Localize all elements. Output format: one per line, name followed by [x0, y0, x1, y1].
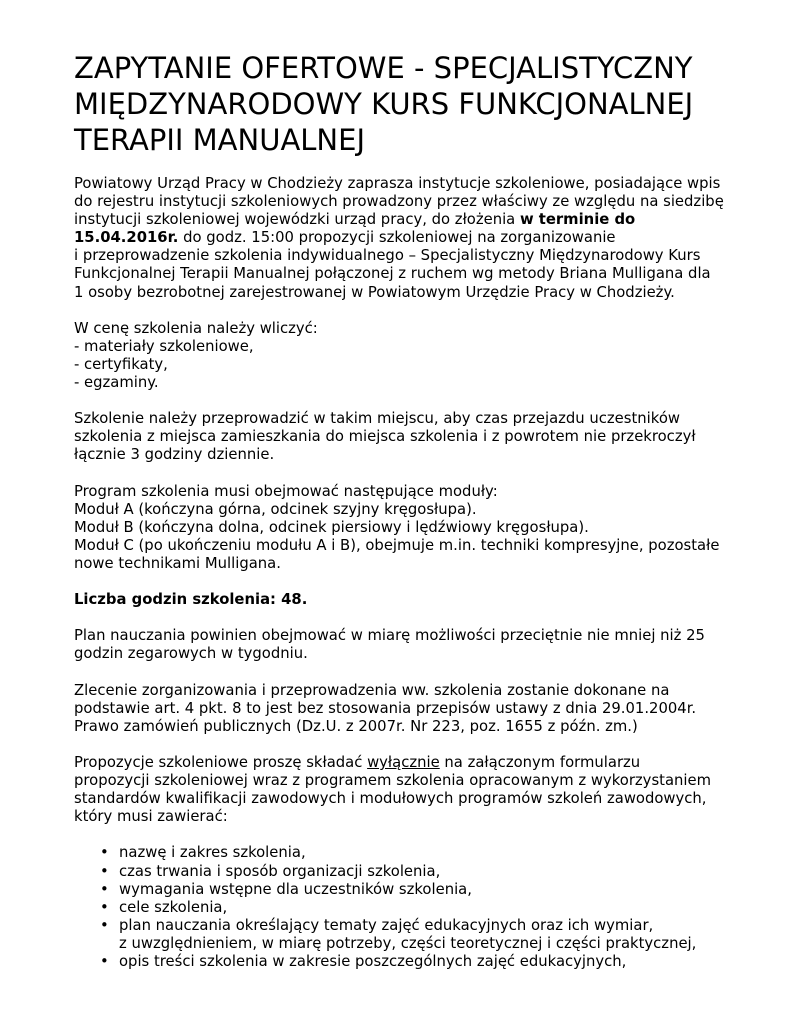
list-item-text: czas trwania i sposób organizacji szkolenia,: [119, 862, 441, 880]
text-run: instytucji szkoleniowej wojewódzki urząd pracy, do złożenia: [74, 211, 520, 229]
text-line: [74, 754, 751, 772]
title-line: ZAPYTANIE OFERTOWE - SPECJALISTYCZNY: [74, 51, 693, 85]
bullet-icon: •: [100, 916, 109, 934]
text-run: Propozycje szkoleniowe proszę składać: [74, 754, 368, 771]
text-line: i przeprowadzenie szkolenia indywidualnego – Specjalistyczny Międzynarodowy Kurs: [74, 247, 701, 265]
list-item-text: cele szkolenia,: [119, 898, 228, 916]
bullet-icon: •: [100, 898, 109, 916]
text-line: [74, 229, 751, 247]
list-item: [100, 863, 751, 881]
text-line: do rejestru instytucji szkoleniowych prowadzony przez właściwy ze względu na siedzibę: [74, 193, 724, 211]
list-item-text: wymagania wstępne dla uczestników szkolenia,: [119, 880, 472, 898]
text-line: propozycji szkoleniowej wraz z programem szkolenia opracowanym z wykorzystaniem: [74, 772, 712, 790]
list-item: [100, 881, 751, 899]
text-line: łącznie 3 godziny dziennie.: [74, 446, 275, 464]
deadline-date: 15.04.2016r.: [74, 229, 179, 247]
page-title: [74, 50, 751, 158]
order-paragraph: [74, 682, 751, 736]
text-line: Funkcjonalnej Terapii Manualnej połączonej z ruchem wg metody Briana Mulligana dla: [74, 265, 711, 283]
location-paragraph: [74, 410, 751, 464]
exclusively-underlined: wyłącznie: [367, 754, 440, 771]
text-line: - egzaminy.: [74, 374, 159, 392]
text-line: nowe technikami Mulligana.: [74, 554, 281, 572]
bullet-icon: •: [100, 844, 109, 862]
proposals-paragraph: [74, 754, 751, 826]
title-line: TERAPII MANUALNEJ: [74, 123, 366, 157]
hours-paragraph: [74, 591, 751, 609]
text-line: podstawie art. 4 pkt. 8 to jest bez stosowania przepisów ustawy z dnia 29.01.2004r.: [74, 699, 697, 717]
list-item: [100, 899, 751, 917]
text-line: [74, 211, 751, 229]
list-item: [100, 917, 751, 953]
requirements-list: [74, 844, 751, 971]
text-line: Plan nauczania powinien obejmować w miarę możliwości przeciętnie nie mniej niż 25: [74, 627, 705, 645]
text-line: W cenę szkolenia należy wliczyć:: [74, 319, 318, 337]
text-line: 1 osoby bezrobotnej zarejestrowanej w Powiatowym Urzędzie Pracy w Chodzieży.: [74, 283, 675, 301]
text-run: na załączonym formularzu: [439, 754, 641, 771]
training-hours: Liczba godzin szkolenia: 48.: [74, 591, 308, 609]
bullet-icon: •: [100, 953, 109, 971]
text-line: godzin zegarowych w tygodniu.: [74, 645, 308, 663]
bullet-icon: •: [100, 862, 109, 880]
list-item-text: opis treści szkolenia w zakresie poszczególnych zajęć edukacyjnych,: [119, 953, 627, 971]
list-item-text: z uwzględnieniem, w miarę potrzeby, części teoretycznej i części praktycznej,: [119, 934, 697, 952]
text-line: Moduł A (kończyna górna, odcinek szyjny kręgosłupa).: [74, 500, 477, 518]
list-item: [100, 953, 751, 971]
text-run: do godz. 15:00 propozycji szkoleniowej na zorganizowanie: [178, 229, 616, 247]
text-line: szkolenia z miejsca zamieszkania do miejsca szkolenia i z powrotem nie przekroczył: [74, 428, 696, 446]
text-line: Moduł C (po ukończeniu modułu A i B), obejmuje m.in. techniki kompresyjne, pozostałe: [74, 536, 720, 554]
title-line: MIĘDZYNARODOWY KURS FUNKCJONALNEJ: [74, 87, 694, 121]
text-line: który musi zawierać:: [74, 808, 228, 826]
text-line: Zlecenie zorganizowania i przeprowadzenia ww. szkolenia zostanie dokonane na: [74, 681, 670, 699]
plan-paragraph: [74, 627, 751, 663]
text-line: Program szkolenia musi obejmować następujące moduły:: [74, 482, 498, 500]
text-line: Powiatowy Urząd Pracy w Chodzieży zaprasza instytucje szkoleniowe, posiadające wpis: [74, 175, 721, 192]
program-paragraph: [74, 483, 751, 573]
text-line: Moduł B (kończyna dolna, odcinek piersiowy i lędźwiowy kręgosłupa).: [74, 518, 589, 536]
text-line: standardów kwalifikacji zawodowych i modułowych programów szkoleń zawodowych,: [74, 790, 707, 808]
text-line: - certyfikaty,: [74, 355, 168, 373]
price-paragraph: [74, 320, 751, 392]
intro-paragraph: [74, 175, 751, 302]
list-item-text: nazwę i zakres szkolenia,: [119, 844, 306, 862]
text-line: Szkolenie należy przeprowadzić w takim miejscu, aby czas przejazdu uczestników: [74, 410, 680, 428]
list-item: [100, 844, 751, 862]
text-line: Prawo zamówień publicznych (Dz.U. z 2007r. Nr 223, poz. 1655 z późn. zm.): [74, 717, 638, 735]
deadline-label: w terminie do: [519, 211, 636, 229]
list-item-text: plan nauczania określający tematy zajęć edukacyjnych oraz ich wymiar,: [119, 916, 654, 934]
bullet-icon: •: [100, 880, 109, 898]
text-line: - materiały szkoleniowe,: [74, 337, 254, 355]
